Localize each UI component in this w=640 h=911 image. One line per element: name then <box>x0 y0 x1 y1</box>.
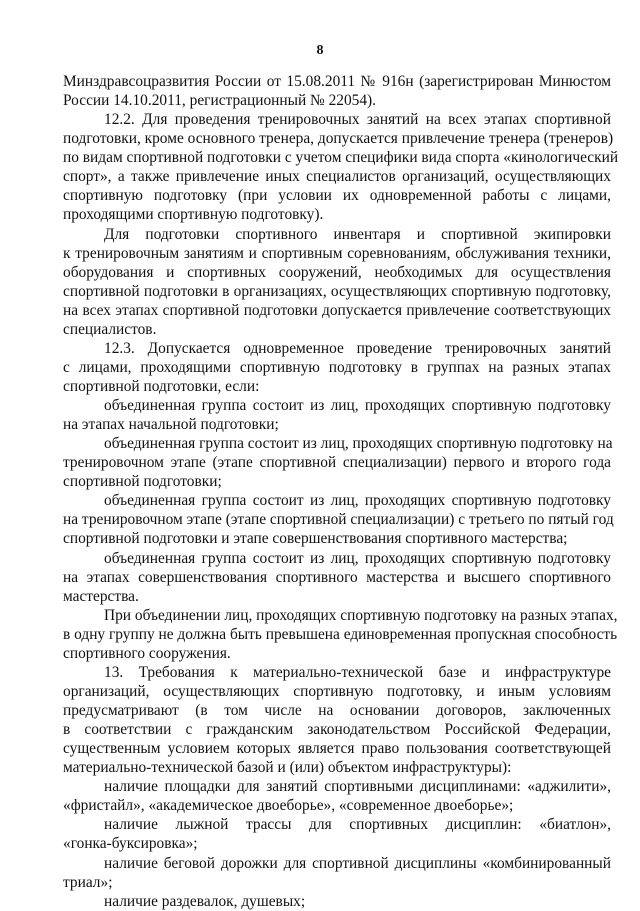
text-line: 13. Требования к материально-технической базе и инфраструктуре <box>104 663 611 681</box>
text-line: спортивную подготовку (при условии их одновременной работы с лицами, <box>63 187 611 205</box>
text-line: в соответствии с гражданским законодательством Российской Федерации, <box>63 721 611 738</box>
text-line: объединенная группа состоит из лиц, проходящих спортивную подготовку <box>104 492 611 510</box>
text-line: 12.3. Допускается одновременное проведение тренировочных занятий <box>104 339 611 357</box>
text-line: подготовки, кроме основного тренера, допускается привлечение тренера (тренеров) <box>63 130 614 148</box>
text-line: на тренировочном этапе (этапе спортивной специализации) с третьего по пятый год <box>63 511 614 529</box>
text-line: оборудования и спортивных сооружений, необходимых для осуществления <box>63 263 611 281</box>
text-line: спортивной подготовки и этапе совершенствования спортивного мастерства; <box>63 530 568 548</box>
text-line: спортивного сооружения. <box>63 644 231 662</box>
text-line: мастерства. <box>63 587 139 605</box>
text-line: объединенная группа состоит из лиц, проходящих спортивную подготовку <box>104 397 611 414</box>
text-line: организаций, осуществляющих спортивную подготовку, и иным условиям <box>63 682 611 700</box>
text-line: существенным условием которых является право пользования соответствующей <box>63 740 611 758</box>
text-line: «гонка-буксировка»; <box>63 835 198 853</box>
text-line: материально-технической базой и (или) объектом инфраструктуры): <box>63 759 512 777</box>
text-line: на всех этапах спортивной подготовки допускается привлечение соответствующих <box>63 301 611 319</box>
text-line: объединенная группа состоит из лиц, проходящих спортивную подготовку <box>104 549 611 567</box>
text-line: наличие лыжной трассы для спортивных дисциплин: «биатлон», <box>104 816 611 834</box>
text-line: к тренировочным занятиям и спортивным соревнованиям, обслуживания техники, <box>63 244 611 262</box>
text-line: 12.2. Для проведения тренировочных занятий на всех этапах спортивной <box>104 111 611 129</box>
text-line: в одну группу не должна быть превышена единовременная пропускная способность <box>63 625 618 643</box>
text-line: по видам спортивной подготовки с учетом специфики вида спорта «кинологический <box>63 149 619 167</box>
text-line: специалистов. <box>63 320 157 338</box>
text-line: При объединении лиц, проходящих спортивную подготовку на разных этапах, <box>104 606 618 624</box>
text-line: наличие беговой дорожки для спортивной дисциплины «комбинированный <box>104 854 611 872</box>
page-number: 8 <box>316 43 324 58</box>
text-line: объединенная группа состоит из лиц, проходящих спортивную подготовку на <box>104 435 613 453</box>
text-line: «фристайл», «академическое двоеборье», «современное двоеборье»; <box>63 797 514 815</box>
text-line: наличие площадки для занятий спортивными дисциплинами: «аджилити», <box>104 778 611 796</box>
text-line: проходящими спортивную подготовку). <box>63 206 324 224</box>
text-line: на этапах начальной подготовки; <box>63 416 279 434</box>
text-line: на этапах совершенствования спортивного мастерства и высшего спортивного <box>63 568 611 586</box>
text-line: Для подготовки спортивного инвентаря и спортивной экипировки <box>104 225 611 243</box>
text-line: спортивной подготовки, если: <box>63 378 260 395</box>
text-line: тренировочном этапе (этапе спортивной специализации) первого и второго года <box>63 454 611 472</box>
text-line: предусматривают (в том числе на основании договоров, заключенных <box>63 702 611 719</box>
text-line: России 14.10.2011, регистрационный № 22054). <box>63 92 377 110</box>
text-line: спортивной подготовки в организациях, осуществляющих спортивную подготовку, <box>63 282 611 300</box>
text-line: с лицами, проходящими спортивную подготовку в группах на разных этапах <box>63 358 611 376</box>
text-line: триал»; <box>63 873 113 891</box>
text-line: спорт», а также привлечение иных специалистов организаций, осуществляющих <box>63 168 611 186</box>
text-line: Минздравсоцразвития России от 15.08.2011 № 916н (зарегистрирован Минюстом <box>63 73 611 90</box>
text-line: спортивной подготовки; <box>63 473 222 491</box>
text-line: наличие раздевалок, душевых; <box>104 892 306 910</box>
